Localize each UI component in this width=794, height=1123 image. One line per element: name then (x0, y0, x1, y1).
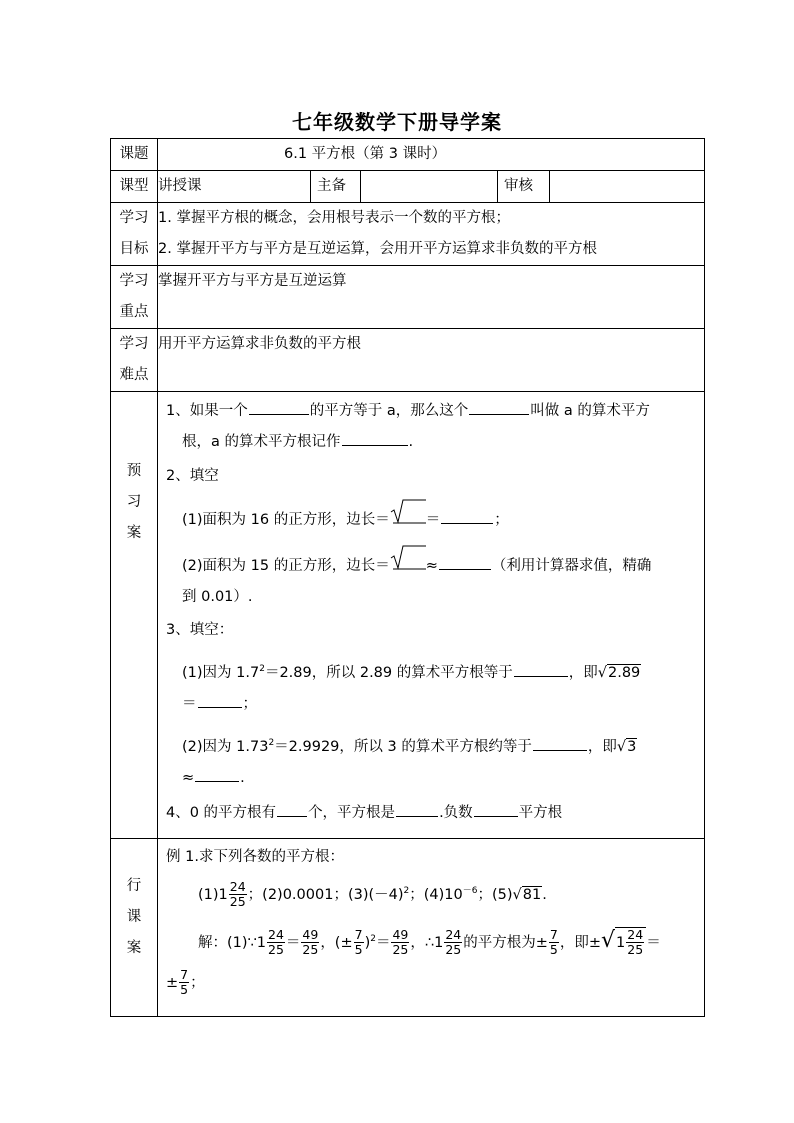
page-title: 七年级数学下册导学案 (292, 110, 502, 134)
numerator: 7 (549, 927, 558, 943)
text: 1、如果一个 (166, 403, 248, 419)
text: ；(4)10 (409, 886, 463, 903)
text: 1 (616, 934, 626, 951)
text: ＝ (375, 934, 391, 951)
example-title: 例 1.求下列各数的平方根： (166, 849, 344, 865)
question-2-1 (166, 498, 696, 536)
numerator: 49 (392, 927, 409, 943)
denominator: 25 (302, 942, 319, 958)
text: ，∴1 (410, 934, 444, 951)
text: .负数 (439, 804, 473, 821)
superscript: 2 (403, 886, 410, 896)
numerator: 7 (180, 967, 189, 983)
text: (1)面积为 16 的正方形，边长＝ (182, 512, 390, 528)
key-label-line2: 重点 (119, 304, 149, 320)
numerator: 24 (627, 927, 644, 943)
question-3-title: 3、填空： (166, 622, 234, 638)
lesson-label-char: 课 (126, 909, 142, 925)
text: ＝ (646, 934, 661, 951)
superscript: 2 (268, 737, 275, 748)
sqrt-sign-icon: √ (597, 664, 607, 681)
row-lesson (111, 839, 705, 1017)
text: 解：(1)∵1 (198, 934, 266, 951)
text: ，即 (568, 664, 598, 681)
sqrt-sign-icon: √ (601, 927, 616, 953)
row-type (111, 171, 705, 203)
fill-blank[interactable] (277, 801, 307, 817)
fraction (229, 880, 247, 909)
text: 的平方等于 a，那么这个 (309, 403, 469, 419)
numerator: 49 (302, 927, 319, 943)
preview-content (158, 392, 705, 839)
solution-line1 (166, 917, 698, 965)
row-goals (111, 203, 705, 266)
text: . (240, 769, 245, 786)
denominator: 25 (229, 894, 246, 910)
text: ＝2.9929，所以 3 的算术平方根约等于 (274, 738, 532, 755)
denominator: 25 (627, 942, 644, 958)
denominator: 5 (180, 982, 189, 998)
question-3-1-cont (166, 689, 696, 720)
question-3-2-cont (166, 763, 696, 794)
text: ；(5) (477, 886, 513, 903)
question-1-line2 (166, 427, 696, 458)
question-2-title: 2、填空 (166, 468, 219, 484)
text: ； (494, 512, 509, 528)
fraction (267, 928, 285, 957)
fraction (626, 928, 644, 957)
text: （利用计算器求值，精确 (491, 558, 652, 574)
numerator: 7 (354, 927, 363, 943)
fill-blank[interactable] (441, 508, 493, 524)
text: 平方根 (518, 804, 563, 821)
key-label-line1: 学习 (119, 273, 149, 289)
difficult-label-line1: 学习 (119, 336, 149, 352)
topic-label: 课题 (111, 139, 158, 171)
solution-line2 (166, 965, 698, 1001)
text: (2)因为 1.73 (182, 738, 269, 755)
preview-label-char: 案 (126, 525, 142, 541)
radicand: 3 (627, 738, 637, 755)
text: ≈ (182, 769, 195, 786)
text: ＝ (425, 512, 441, 528)
question-2-2 (166, 544, 696, 582)
text: ，(± (320, 934, 353, 951)
fill-blank[interactable] (439, 554, 491, 570)
example-items (166, 871, 698, 915)
text: ＝2.89，所以 2.89 的算术平方根等于 (264, 664, 513, 681)
text: 4、0 的平方根有 (166, 804, 277, 821)
goal-item: 2. 掌握开平方与平方是互逆运算，会用开平方运算求非负数的平方根 (158, 241, 597, 257)
question-2-2-cont: 到 0.01）. (182, 589, 253, 605)
review-label: 审核 (498, 171, 550, 203)
text: . (408, 434, 414, 450)
lesson-content (158, 839, 705, 1017)
text: ) (364, 934, 371, 951)
question-3-2 (166, 728, 696, 763)
denominator: 25 (268, 942, 284, 958)
row-difficult (111, 329, 705, 392)
radicand: 81 (522, 886, 542, 903)
text: ± (166, 974, 179, 991)
superscript: 2 (259, 664, 265, 674)
row-preview (111, 392, 705, 839)
goals-label-line2: 目标 (119, 241, 149, 257)
lesson-plan-table (110, 138, 705, 1017)
text: ≈ (425, 558, 438, 574)
difficult-label-line2: 难点 (119, 367, 149, 383)
denominator: 5 (354, 942, 363, 958)
superscript: －6 (462, 886, 478, 896)
text: 的平方根为± (463, 934, 548, 951)
text: 叫做 a 的算术平方 (530, 403, 650, 419)
fill-blank[interactable] (396, 801, 438, 817)
superscript: 2 (370, 933, 376, 944)
text: ； (242, 695, 257, 712)
fraction (391, 928, 409, 957)
numerator: 24 (445, 927, 462, 943)
text: (2)面积为 15 的正方形，边长＝ (182, 558, 390, 574)
type-value: 讲授课 (158, 171, 311, 203)
radicand: 2.89 (608, 664, 641, 681)
goals-content (158, 203, 705, 266)
key-content: 掌握开平方与平方是互逆运算 (158, 266, 705, 329)
question-1-line1 (166, 396, 696, 427)
radicand (615, 927, 646, 958)
fraction (301, 928, 319, 957)
fraction (179, 968, 189, 997)
denominator: 25 (392, 942, 409, 958)
goal-item: 1. 掌握平方根的概念，会用根号表示一个数的平方根； (158, 210, 510, 226)
fill-blank[interactable] (474, 801, 518, 817)
preview-label-char: 习 (126, 494, 142, 510)
goals-label (111, 203, 158, 266)
text: . (542, 886, 547, 903)
sqrt-sign-icon: √ (616, 738, 627, 755)
text: ； (190, 974, 205, 991)
host-label: 主备 (311, 171, 361, 203)
denominator: 5 (549, 942, 558, 958)
preview-label (111, 392, 158, 839)
question-4 (166, 798, 696, 829)
sqrt-sign-icon (390, 544, 426, 582)
host-value (361, 171, 498, 203)
fill-blank[interactable] (469, 399, 529, 415)
numerator: 24 (268, 927, 284, 943)
question-3-1 (166, 654, 696, 689)
key-label (111, 266, 158, 329)
fraction (444, 928, 462, 957)
text: ＝ (285, 934, 301, 951)
difficult-label (111, 329, 158, 392)
fill-blank[interactable] (514, 661, 568, 677)
fill-blank[interactable] (195, 766, 239, 782)
fraction (549, 928, 559, 957)
text: 根，a 的算术平方根记作 (182, 434, 341, 450)
denominator: 25 (445, 942, 462, 958)
sqrt-sign-icon (390, 498, 426, 536)
preview-label-char: 预 (126, 463, 142, 479)
difficult-content: 用开平方运算求非负数的平方根 (158, 329, 705, 392)
text: ＝ (182, 695, 197, 712)
sqrt-sign-icon: √ (512, 886, 522, 903)
type-label: 课型 (111, 171, 158, 203)
text: ，即 (587, 738, 617, 755)
numerator: 24 (229, 879, 246, 895)
text: ，即± (559, 934, 602, 951)
text: (1)1 (198, 886, 228, 903)
review-value (550, 171, 705, 203)
lesson-label (111, 839, 158, 1017)
fill-blank[interactable] (198, 692, 242, 708)
row-key (111, 266, 705, 329)
row-topic (111, 139, 705, 171)
fraction (354, 928, 364, 957)
text: (1)因为 1.7 (182, 664, 260, 681)
fill-blank[interactable] (533, 735, 587, 751)
text: ；(2)0.0001；(3)(－4) (247, 886, 404, 903)
lesson-label-char: 案 (126, 940, 142, 956)
lesson-label-char: 行 (126, 878, 142, 894)
goals-label-line1: 学习 (119, 210, 149, 226)
text: 个，平方根是 (308, 804, 396, 821)
fill-blank[interactable] (342, 430, 408, 446)
topic-value: 6.1 平方根（第 3 课时） (158, 139, 705, 171)
fill-blank[interactable] (249, 399, 309, 415)
